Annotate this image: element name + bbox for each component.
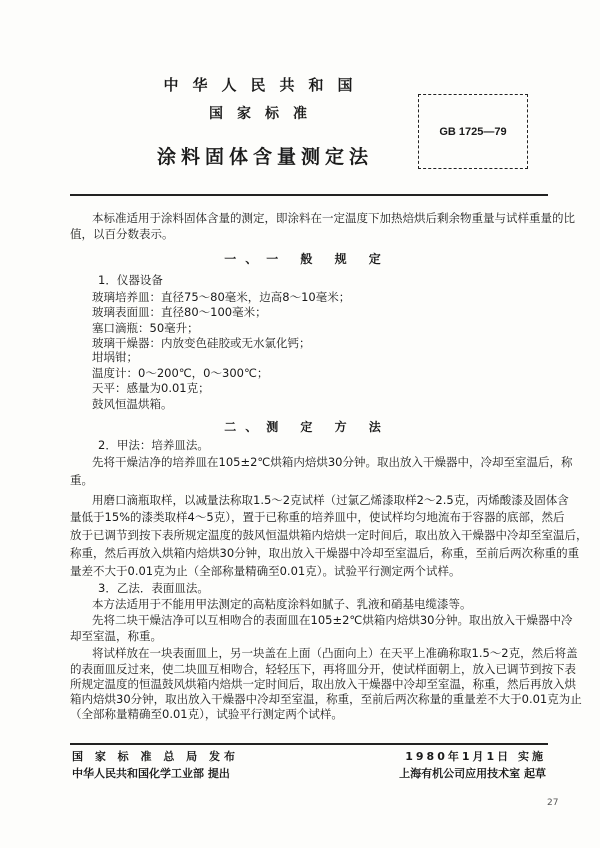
standard-code: GB 1725—79 <box>439 125 507 138</box>
drafter: 上海有机公司应用技术室 起草 <box>399 767 546 780</box>
intro-line: 值，以百分数表示。 <box>70 227 174 241</box>
page-number: 27 <box>547 798 559 808</box>
category-heading: 国家标准 <box>209 106 321 122</box>
list-item: 玻璃干燥器：内放变色硅胶或无水氯化钙； <box>92 336 311 350</box>
body-line: 量差不大于0.01克为止（全部称量精确至0.01克）。试验平行测定两个试样。 <box>70 564 461 578</box>
body-line: （全部称量精确至0.01克），试验平行测定两个试样。 <box>70 707 343 721</box>
document-title: 涂料固体含量测定法 <box>156 146 373 168</box>
body-line: 所规定温度的恒温鼓风烘箱内焙烘一定时间后，取出放入干燥器中冷却至室温，称重，然后再放入烘 <box>70 677 576 691</box>
body-line: 重。 <box>70 473 93 487</box>
body-line: 将试样放在一块表面皿上，另一块盖在上面（凸面向上）在天平上准确称取1.5～2克，然后将盖 <box>92 646 578 660</box>
list-item: 天平：感量为0.01克； <box>92 381 210 395</box>
list-item: 塞口滴瓶：50毫升； <box>92 321 199 335</box>
intro-line: 本标准适用于涂料固体含量的测定，即涂料在一定温度下加热焙烘后剩余物重量与试样重量的比 <box>92 211 575 225</box>
subsection-title: 1．仪器设备 <box>98 273 163 287</box>
section-heading: 二、测 定 方 法 <box>224 420 390 434</box>
body-line: 先将干燥洁净的培养皿在105±2℃烘箱内焙烘30分钟。取出放入干燥器中，冷却至室温后，称 <box>92 455 573 469</box>
body-line: 先将二块干燥洁净可以互相吻合的表面皿在105±2℃烘箱内焙烘30分钟。取出放入干燥器中冷 <box>92 613 573 627</box>
body-line: 用磨口滴瓶取样，以减量法称取1.5～2克试样（过氯乙烯漆取样2～2.5克，丙烯酸漆及固体含 <box>92 493 569 507</box>
list-item: 温度计：0～200℃，0～300℃； <box>92 366 269 380</box>
list-item: 鼓风恒温烘箱。 <box>92 397 173 411</box>
subsection-title: 3．乙法．表面皿法。 <box>98 581 209 595</box>
issuer: 国 家 标 准 总 局 发布 <box>72 750 239 763</box>
body-line: 本方法适用于不能用甲法测定的高粘度涂料如腻子、乳液和硝基电缆漆等。 <box>92 597 472 611</box>
subsection-title: 2．甲法：培养皿法。 <box>98 438 209 452</box>
body-line: 却至室温，称重。 <box>70 629 162 643</box>
list-item: 玻璃表面皿：直径80～100毫米； <box>92 305 267 319</box>
body-line: 称重，然后再放入烘箱内焙烘30分钟，取出放入干燥器中冷却至室温后，称重，至前后两次称重的重 <box>70 546 580 560</box>
issue-date: 1980年1月1日 实施 <box>405 750 546 763</box>
body-line: 放于已调节到按下表所规定温度的鼓风恒温烘箱内焙烘一定时间后，取出放入干燥器中冷却至室温后， <box>70 528 588 542</box>
list-item: 坩埚钳； <box>92 350 138 364</box>
header-divider <box>70 194 548 196</box>
body-line: 箱内焙烘30分钟，取出放入干燥器中冷却至室温，称重，至前后两次称量的重量差不大于0.01克为止 <box>70 692 582 706</box>
section-heading: 一、一 般 规 定 <box>224 252 390 266</box>
body-line: 量低于15%的漆类取样4～5克），置于已称重的培养皿中，使试样均匀地流布于容器的底部，然后 <box>70 510 565 524</box>
country-heading: 中华人民共和国 <box>163 76 367 94</box>
body-line: 的表面皿反过来，使二块皿互相吻合，轻轻压下，再将皿分开，使试样面朝上，放入已调节到按下表 <box>70 662 576 676</box>
footer-divider <box>70 743 548 745</box>
proposer: 中华人民共和国化学工业部 提出 <box>72 767 230 780</box>
list-item: 玻璃培养皿：直径75～80毫米，边高8～10毫米； <box>92 290 351 304</box>
standard-code-box <box>418 94 528 169</box>
